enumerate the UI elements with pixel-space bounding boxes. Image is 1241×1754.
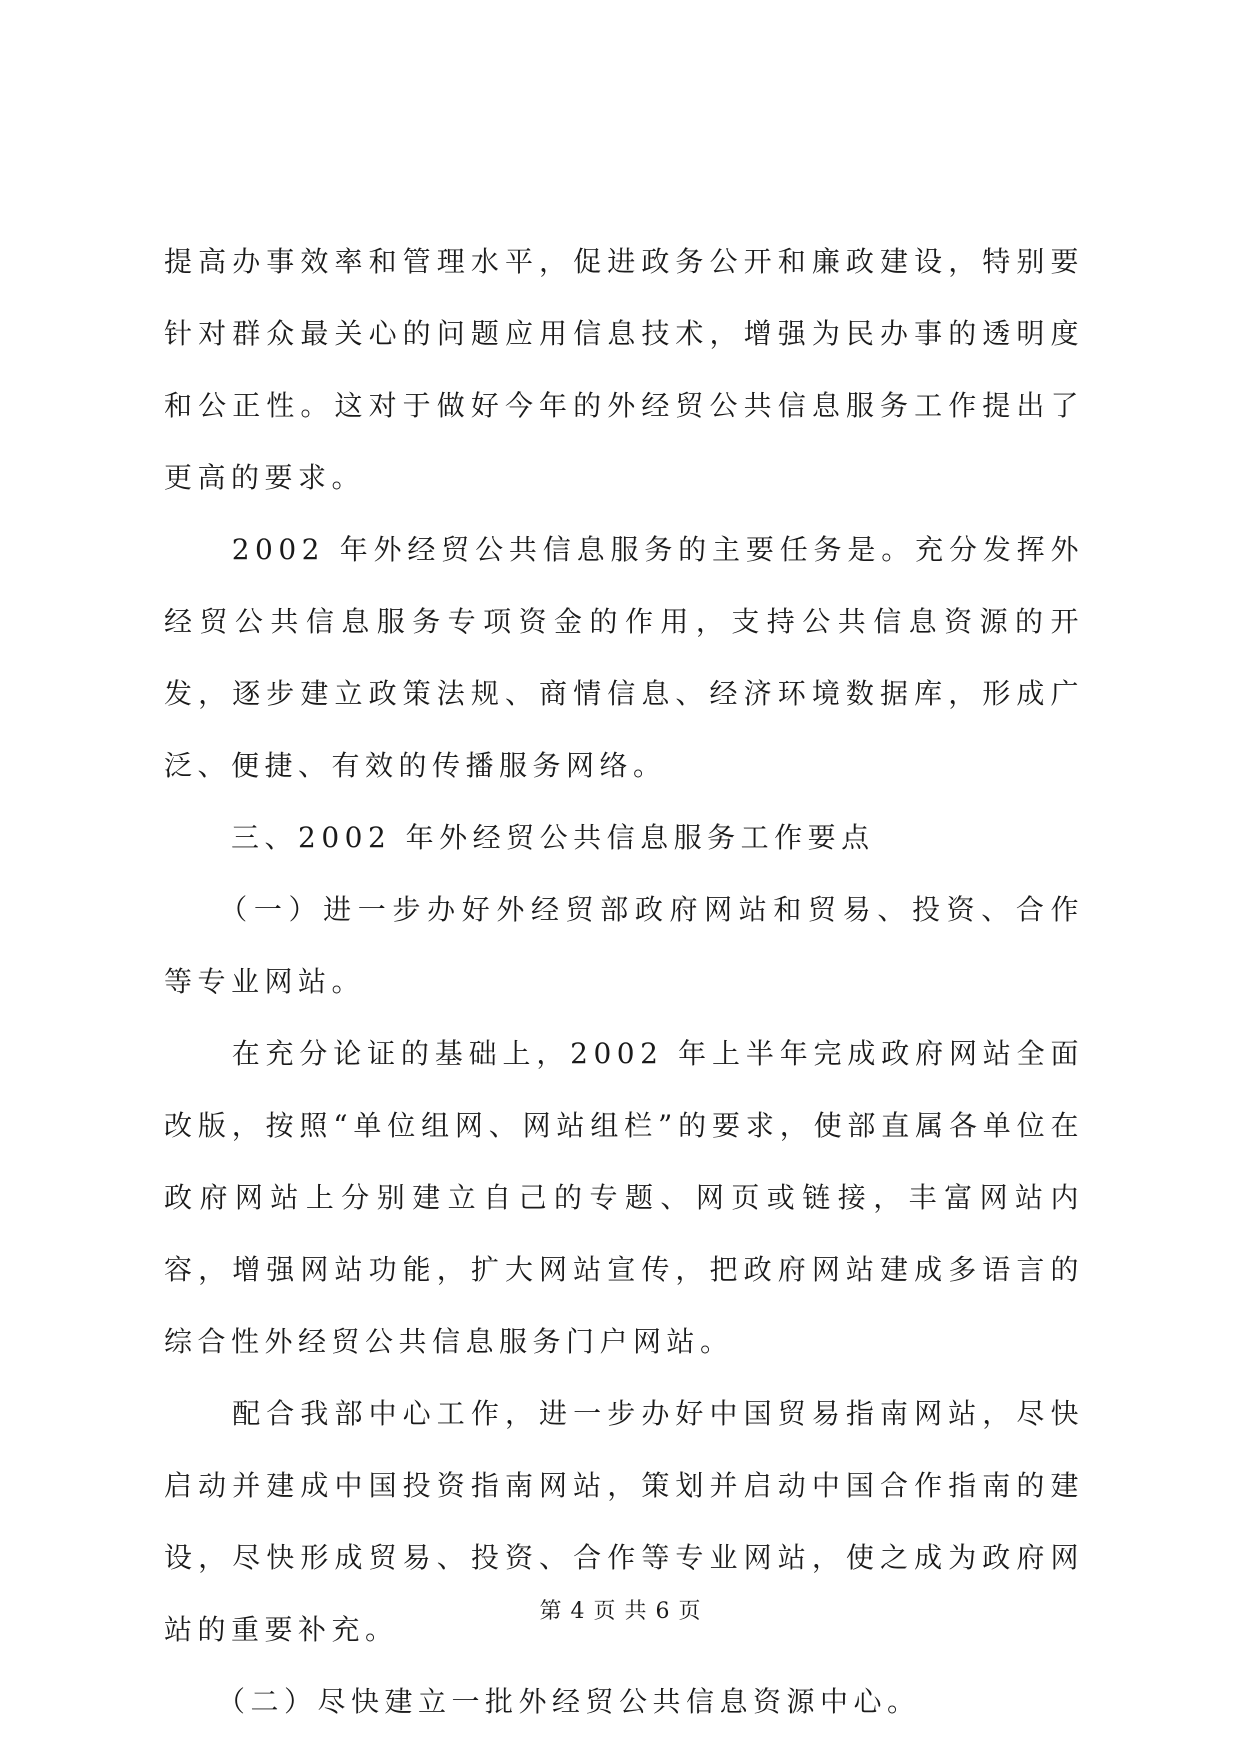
paragraph-1: 提高办事效率和管理水平，促进政务公开和廉政建设，特别要针对群众最关心的问题应用信息技术，增强为民办事的透明度和公正性。这对于做好今年的外经贸公共信息服务工作提出了更高的要求。 <box>164 245 1084 494</box>
paragraph-5: 在充分论证的基础上，2002 年上半年完成政府网站全面改版，按照“单位组网、网站组栏”的要求，使部直属各单位在政府网站上分别建立自己的专题、网页或链接，丰富网站内容，增强网站功能，扩大网站宣传，把政府网站建成多语言的综合性外经贸公共信息服务门户网站。 <box>164 1037 1084 1358</box>
page-number-footer: 第 4 页 共 6 页 <box>539 1599 702 1624</box>
subsection-heading-1: （一）进一步办好外经贸部政府网站和贸易、投资、合作等专业网站。 <box>164 893 1084 998</box>
subsection-heading-2: （二）尽快建立一批外经贸公共信息资源中心。 <box>164 1685 921 1718</box>
paragraph-6: 配合我部中心工作，进一步办好中国贸易指南网站，尽快启动并建成中国投资指南网站，策划并启动中国合作指南的建设，尽快形成贸易、投资、合作等专业网站，使之成为政府网站的重要补充。 <box>164 1397 1084 1646</box>
paragraph-2: 2002 年外经贸公共信息服务的主要任务是。充分发挥外经贸公共信息服务专项资金的作用，支持公共信息资源的开发，逐步建立政策法规、商情信息、经济环境数据库，形成广泛、便捷、有效的传播服务网络。 <box>164 533 1084 782</box>
document-body <box>164 226 1084 1738</box>
section-heading-3: 三、2002 年外经贸公共信息服务工作要点 <box>164 821 875 854</box>
